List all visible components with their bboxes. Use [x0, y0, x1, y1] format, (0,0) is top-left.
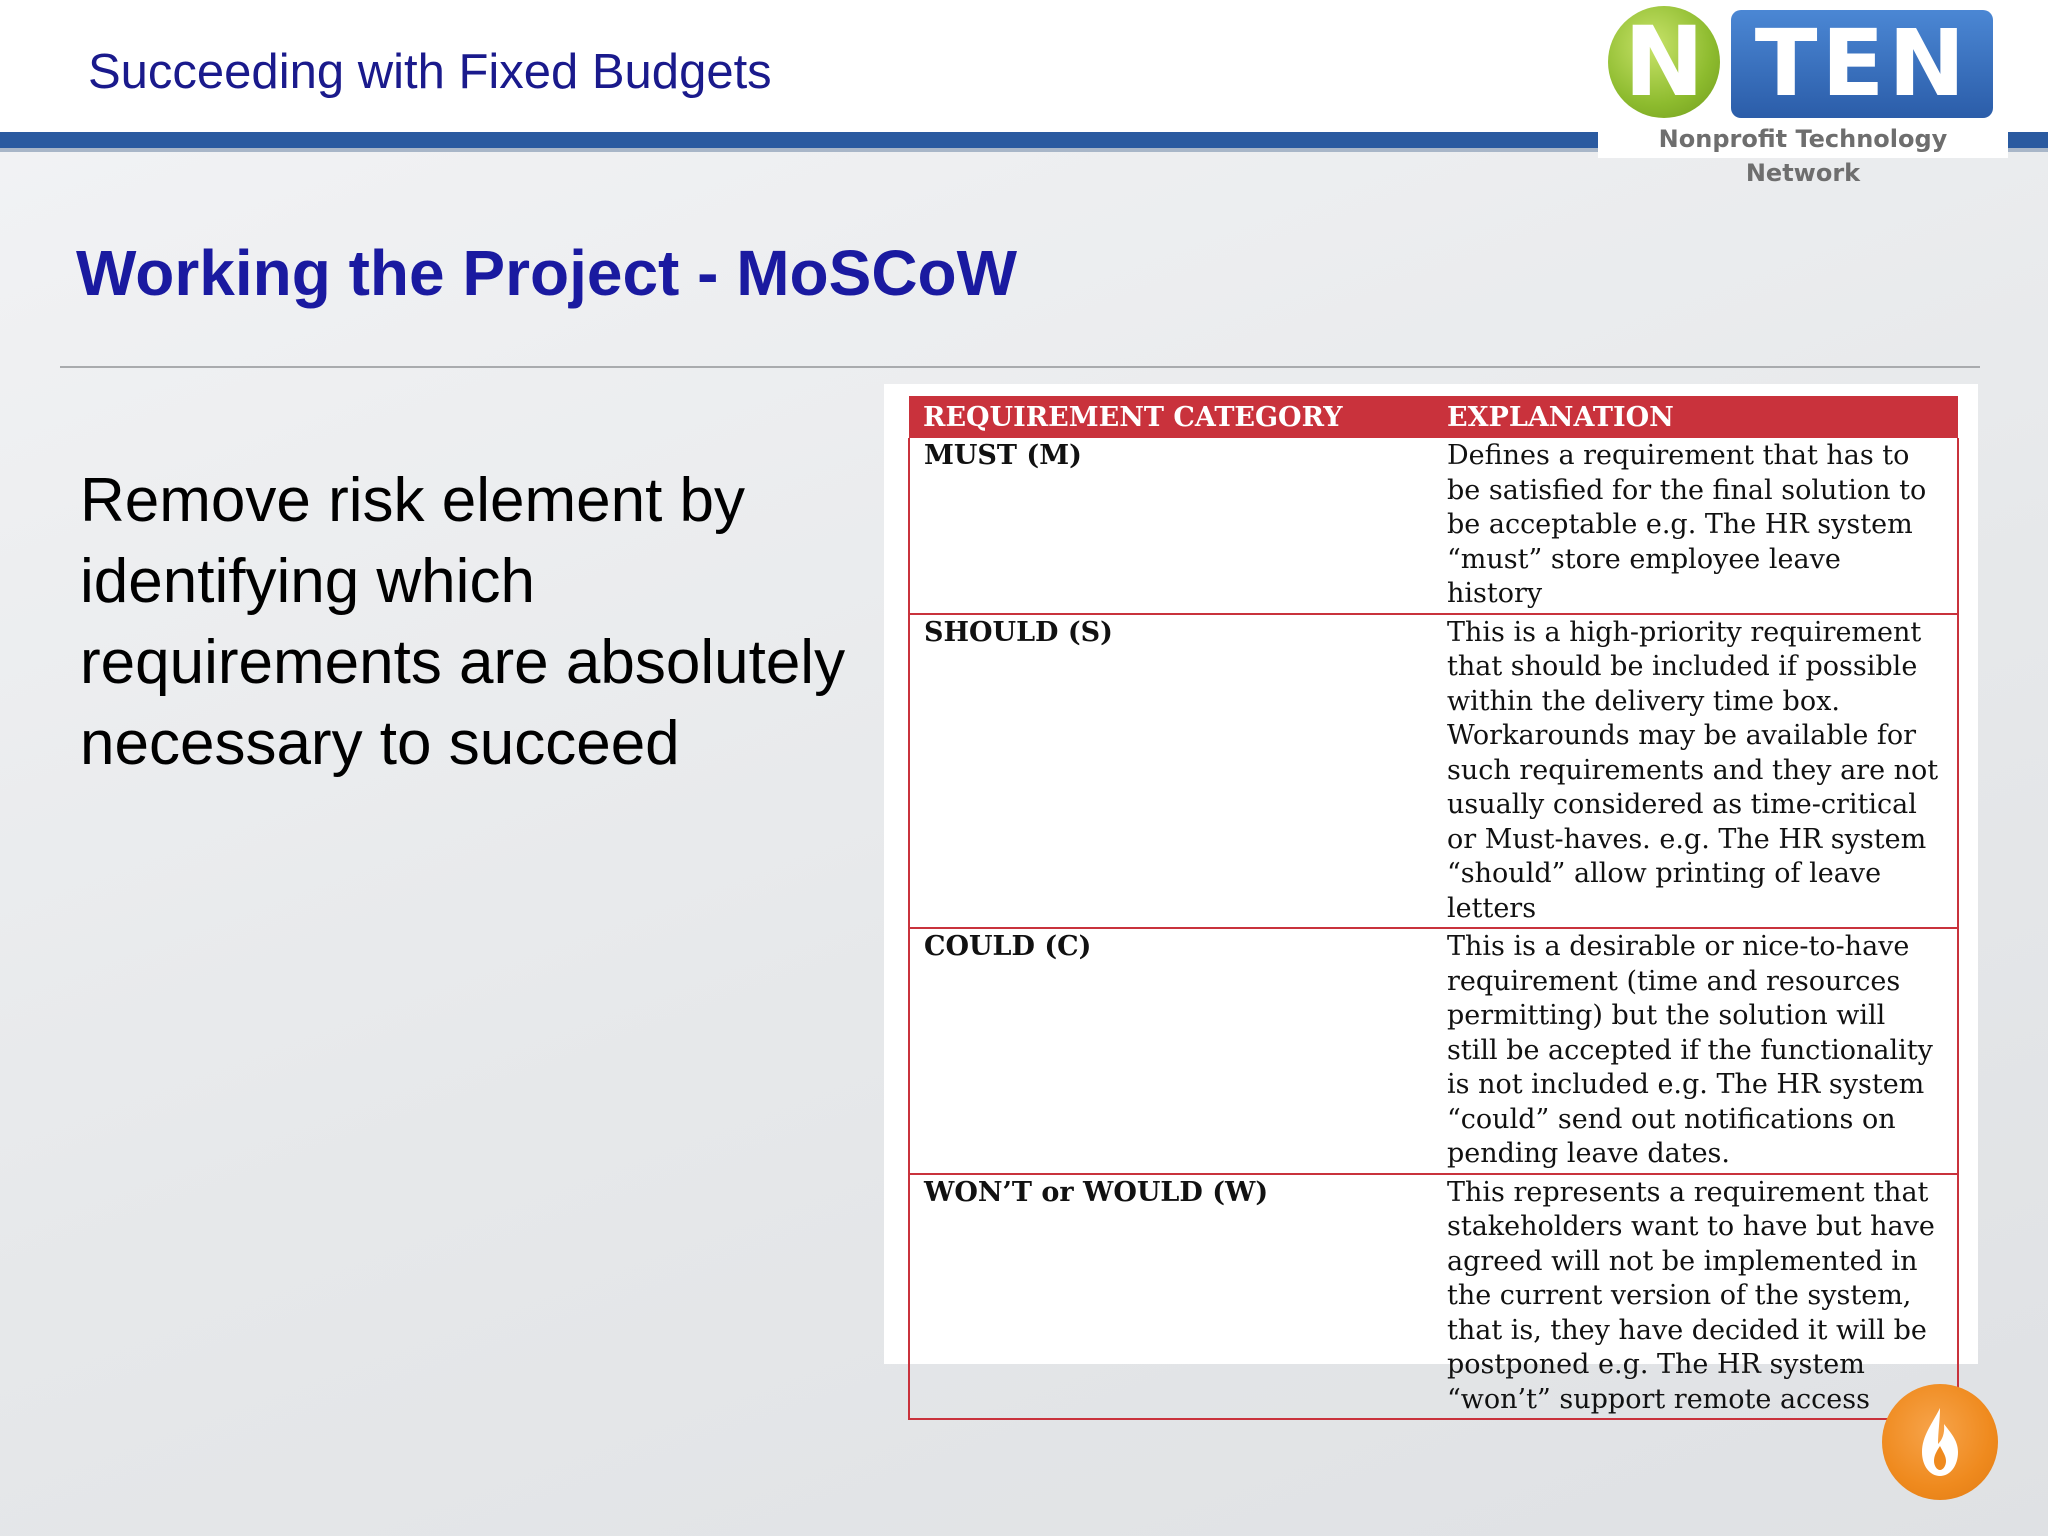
- explanation-cell: This is a high-priority requirement that should be included if possible within the delivery time box. Workarounds may be available for such requirements and they are not usually considered as time-critical or Must-haves. e.g. The HR system “should” allow printing of leave letters: [1433, 614, 1958, 929]
- nten-logo: [1598, 0, 2008, 187]
- orange-badge: [1882, 1384, 1998, 1500]
- table-row-could: [909, 928, 1958, 1174]
- explanation-cell: This is a desirable or nice-to-have requirement (time and resources permitting) but the solution will still be accepted if the functionality is not included e.g. The HR system “could” send out notifications on pending leave dates.: [1433, 928, 1958, 1174]
- logo-n-circle: N: [1608, 6, 1720, 118]
- column-header-explanation: EXPLANATION: [1433, 396, 1958, 438]
- category-cell: SHOULD (S): [909, 614, 1433, 929]
- explanation-cell: Defines a requirement that has to be satisfied for the final solution to be acceptable e.g. The HR system “must” store employee leave history: [1433, 438, 1958, 614]
- flame-drop-icon: [1882, 1384, 1998, 1500]
- table-header-row: [909, 396, 1958, 438]
- table-row-should: [909, 614, 1958, 929]
- moscow-table: [908, 396, 1959, 1420]
- moscow-table-card: [884, 384, 1978, 1415]
- category-cell: WON’T or WOULD (W): [909, 1174, 1433, 1420]
- logo-subtitle: Nonprofit Technology Network: [1598, 122, 2008, 158]
- logo-ten-box: TEN: [1731, 10, 1993, 118]
- body-text: Remove risk element by identifying which requirements are absolutely necessary to succeed: [80, 466, 846, 778]
- category-cell: COULD (C): [909, 928, 1433, 1174]
- slide-title: Working the Project - MoSCoW: [76, 237, 1018, 309]
- table-row-must: [909, 438, 1958, 614]
- presentation-title: Succeeding with Fixed Budgets: [88, 45, 772, 99]
- category-cell: MUST (M): [909, 438, 1433, 614]
- table-row-wont: [909, 1174, 1958, 1420]
- column-header-category: REQUIREMENT CATEGORY: [909, 396, 1433, 438]
- explanation-cell: This represents a requirement that stakeholders want to have but have agreed will not be implemented in the current version of the system, that is, they have decided it will be postponed e.g. The HR system “won’t” support remote access: [1433, 1174, 1958, 1420]
- title-divider: [60, 366, 1980, 368]
